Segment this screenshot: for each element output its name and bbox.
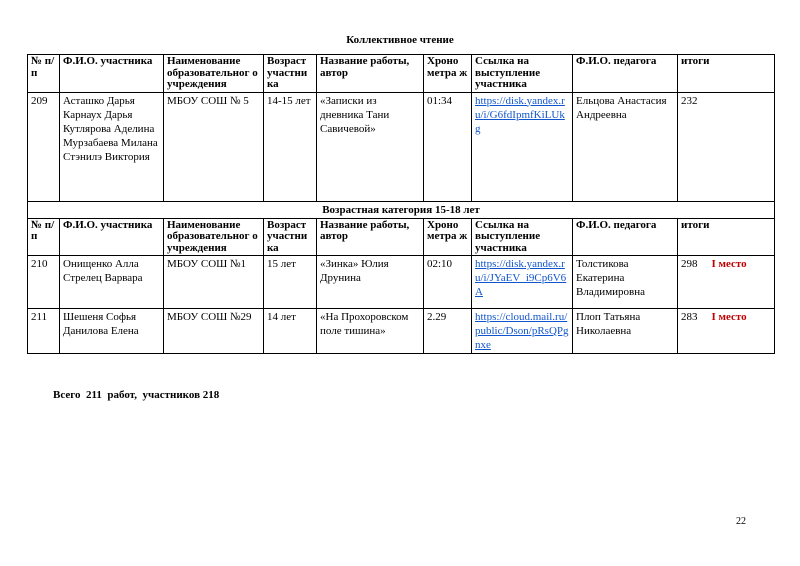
header-cell: Название работы, автор: [317, 55, 424, 93]
result-cell: [678, 309, 775, 354]
participant-cell: Онищенко Алла Стрелец Варвара: [60, 256, 164, 309]
row-number: 210: [28, 256, 60, 309]
header-cell: Возраст участни ка: [264, 55, 317, 93]
section-title: Коллективное чтение: [346, 34, 454, 46]
table-header-row: [28, 55, 775, 93]
teacher-cell: Плоп Татьяна Николаевна: [573, 309, 678, 354]
score: 283: [681, 311, 698, 323]
header-cell: № п/п: [28, 218, 60, 256]
link-cell: [472, 92, 573, 201]
row-number: 211: [28, 309, 60, 354]
header-cell: Ссылка на выступление участника: [472, 55, 573, 93]
participant-cell: Шешеня Софья Данилова Елена: [60, 309, 164, 354]
header-cell: Хроно метра ж: [424, 218, 472, 256]
link-cell: [472, 256, 573, 309]
table-row: [28, 92, 775, 201]
performance-link[interactable]: https://disk.yandex.ru/i/JYaEV_i9Cp6V6A: [475, 258, 567, 298]
result-cell: [678, 92, 775, 201]
place-label: I место: [711, 311, 747, 323]
school-cell: МБОУ СОШ № 5: [164, 92, 264, 201]
table-row: [28, 256, 775, 309]
header-cell: Возраст участни ка: [264, 218, 317, 256]
school-cell: МБОУ СОШ №29: [164, 309, 264, 354]
teacher-cell: Ельцова Анастасия Андреевна: [573, 92, 678, 201]
result-cell: [678, 256, 775, 309]
score: 298: [681, 258, 698, 270]
header-cell: Ссылка на выступление участника: [472, 218, 573, 256]
header-cell: Хроно метра ж: [424, 55, 472, 93]
row-number: 209: [28, 92, 60, 201]
timing-cell: 01:34: [424, 92, 472, 201]
performance-link[interactable]: https://disk.yandex.ru/i/G6fdIpmfKiLUkg: [475, 94, 565, 135]
header-cell: Ф.И.О. педагога: [573, 218, 678, 256]
participant-cell: Асташко Дарья Карнаух Дарья Кутлярова Аделина Мурзабаева Милана Стэнилэ Виктория: [60, 92, 164, 201]
age-cell: 14-15 лет: [264, 92, 317, 201]
work-cell: «На Прохоровском поле тишина»: [317, 309, 424, 354]
header-cell: Ф.И.О. педагога: [573, 55, 678, 93]
link-cell: [472, 309, 573, 354]
page-number: 22: [736, 516, 746, 527]
total-summary: Всего 211 работ, участников 218: [53, 389, 220, 401]
header-cell: итоги: [678, 55, 775, 93]
place-label: I место: [711, 258, 747, 270]
timing-cell: 2.29: [424, 309, 472, 354]
category-label: Возрастная категория 15-18 лет: [28, 201, 775, 218]
score: 232: [681, 94, 698, 107]
header-cell: Ф.И.О. участника: [60, 55, 164, 93]
work-cell: «Зинка» Юлия Друнина: [317, 256, 424, 309]
age-cell: 15 лет: [264, 256, 317, 309]
table-header-row: [28, 218, 775, 256]
header-cell: итоги: [678, 218, 775, 256]
work-cell: «Записки из дневника Тани Савичевой»: [317, 92, 424, 201]
category-row: [28, 201, 775, 218]
age-cell: 14 лет: [264, 309, 317, 354]
results-table: [27, 54, 775, 354]
timing-cell: 02:10: [424, 256, 472, 309]
school-cell: МБОУ СОШ №1: [164, 256, 264, 309]
teacher-cell: Толстикова Екатерина Владимировна: [573, 256, 678, 309]
header-cell: № п/п: [28, 55, 60, 93]
table-row: [28, 309, 775, 354]
header-cell: Название работы, автор: [317, 218, 424, 256]
header-cell: Наименование образовательног о учреждения: [164, 218, 264, 256]
header-cell: Наименование образовательног о учреждения: [164, 55, 264, 93]
performance-link[interactable]: https://cloud.mail.ru/public/Dson/pRsQPgnxe: [475, 311, 569, 351]
header-cell: Ф.И.О. участника: [60, 218, 164, 256]
